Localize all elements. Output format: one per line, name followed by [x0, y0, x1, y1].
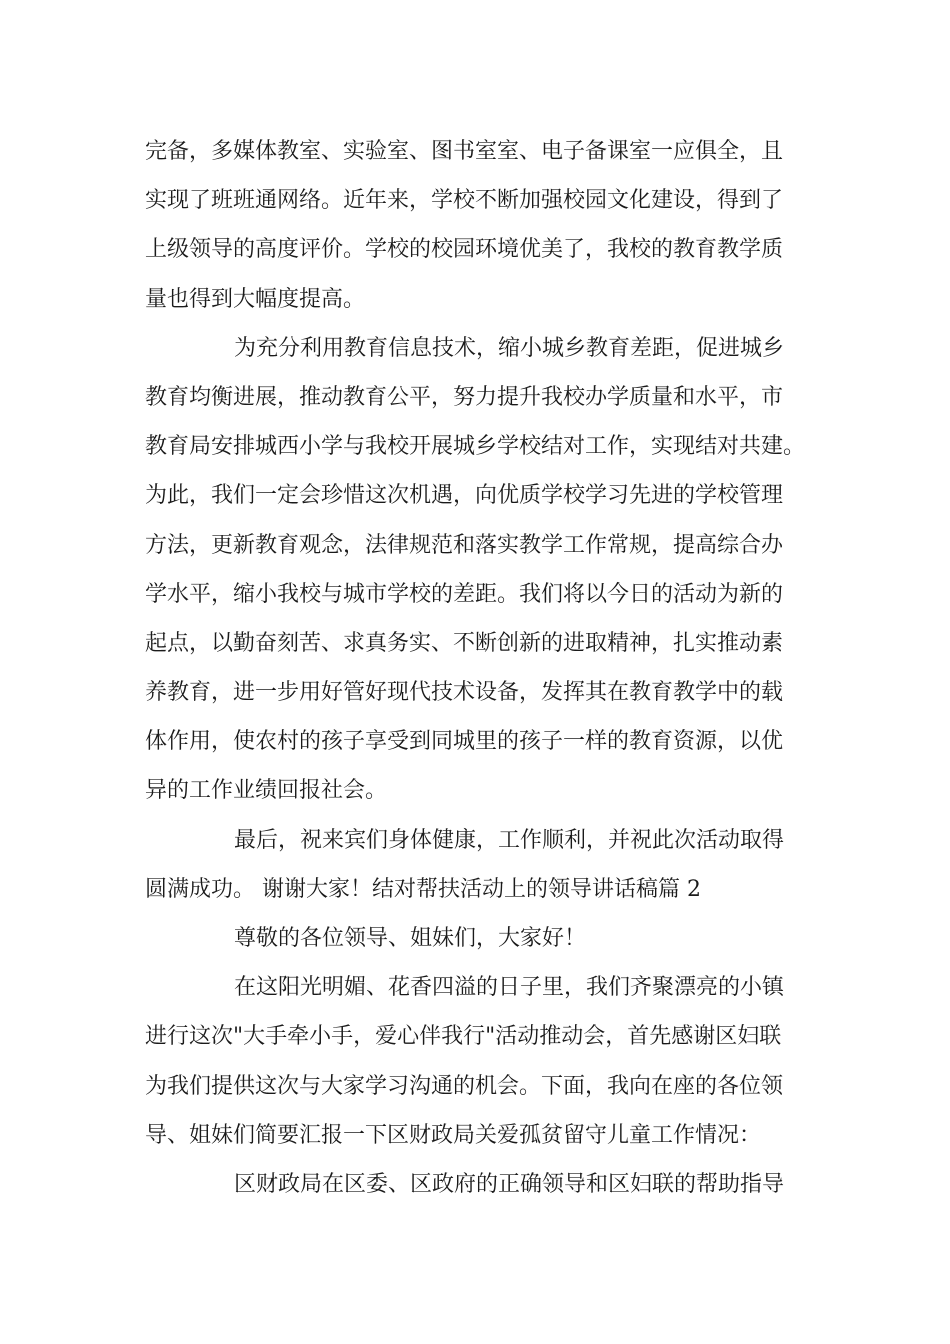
- text-line: 养教育，进一步用好管好现代技术设备，发挥其在教育教学中的载: [145, 680, 784, 706]
- text-line: 为我们提供这次与大家学习沟通的机会。下面，我向在座的各位领: [145, 1073, 784, 1099]
- paragraph-start-line: 最后，祝来宾们身体健康，工作顺利，并祝此次活动取得: [234, 827, 785, 853]
- paragraph-start-line: 为充分利用教育信息技术，缩小城乡教育差距，促进城乡: [234, 335, 785, 361]
- text-line: 完备，多媒体教室、实验室、图书室室、电子备课室一应俱全，且: [145, 139, 784, 164]
- text-line: 教育局安排城西小学与我校开展城乡学校结对工作，实现结对共建。: [145, 434, 806, 460]
- text-line: 方法，更新教育观念，法律规范和落实教学工作常规，提高综合办: [145, 532, 784, 558]
- text-line: 上级领导的高度评价。学校的校园环境优美了，我校的教育教学质: [145, 237, 784, 263]
- text-line: 导、姐妹们简要汇报一下区财政局关爱孤贫留守儿童工作情况：: [145, 1122, 762, 1148]
- text-line: 为此，我们一定会珍惜这次机遇，向优质学校学习先进的学校管理: [145, 483, 784, 509]
- text-line: 圆满成功。 谢谢大家！结对帮扶活动上的领导讲话稿篇 2: [145, 876, 701, 902]
- paragraph-start-line: 区财政局在区委、区政府的正确领导和区妇联的帮助指导: [234, 1171, 785, 1197]
- greeting-line: 尊敬的各位领导、姐妹们，大家好！: [234, 926, 587, 951]
- text-line: 学水平，缩小我校与城市学校的差距。我们将以今日的活动为新的: [145, 581, 784, 607]
- paragraph-start-line: 在这阳光明媚、花香四溢的日子里，我们齐聚漂亮的小镇: [234, 975, 785, 1001]
- text-line: 体作用，使农村的孩子享受到同城里的孩子一样的教育资源，以优: [145, 729, 784, 755]
- text-line: 进行这次"大手牵小手，爱心伴我行"活动推动会，首先感谢区妇联: [145, 1024, 782, 1050]
- text-line: 量也得到大幅度提高。: [145, 286, 366, 312]
- text-line: 异的工作业绩回报社会。: [145, 778, 388, 804]
- text-line: 实现了班班通网络。近年来，学校不断加强校园文化建设，得到了: [145, 188, 784, 214]
- text-line: 起点，以勤奋刻苦、求真务实、不断创新的进取精神，扎实推动素: [145, 630, 784, 656]
- document-body: [145, 127, 825, 1209]
- text-line: 教育均衡进展，推动教育公平，努力提升我校办学质量和水平，市: [145, 384, 784, 410]
